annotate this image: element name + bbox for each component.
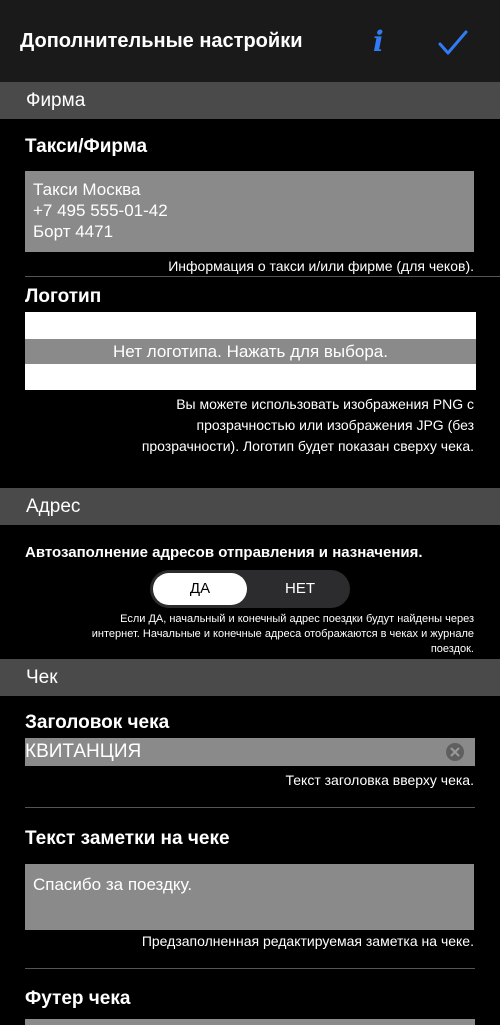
address-autofill-toggle[interactable] (150, 570, 350, 608)
receipt-note-hint: Предзаполненная редактируемая заметка на чеке. (141, 933, 474, 949)
divider (25, 276, 500, 277)
info-button[interactable]: i (373, 25, 384, 58)
checkmark-icon[interactable] (437, 29, 469, 57)
receipt-title-label: Заголовок чека (25, 712, 170, 733)
clear-icon[interactable] (446, 743, 464, 761)
navigation-bar (0, 0, 500, 82)
firm-info-line: Такси Москва (33, 180, 141, 199)
firm-info-textarea[interactable] (25, 171, 474, 252)
firm-hint: Информация о такси и/или фирме (для чеков). (168, 258, 474, 274)
firm-info-line: Борт 4471 (33, 222, 114, 241)
firm-info-line: +7 495 555-01-42 (33, 201, 168, 220)
logo-hint-line: прозрачностью или изображения JPG (без (196, 417, 474, 433)
receipt-note-textarea[interactable]: Спасибо за поездку. (25, 864, 474, 930)
section-header-receipt: Чек (0, 659, 500, 696)
section-header-firm: Фирма (0, 82, 500, 119)
firm-label: Такси/Фирма (25, 136, 148, 157)
page-title: Дополнительные настройки (20, 30, 303, 52)
logo-hint (142, 394, 474, 457)
receipt-footer-label: Футер чека (25, 988, 131, 1009)
divider (25, 807, 475, 808)
address-hint-line: поездок. (430, 643, 474, 655)
logo-hint-line: прозрачности). Логотип будет показан сверху чека. (141, 438, 474, 454)
receipt-title-input[interactable]: КВИТАНЦИЯ (25, 738, 475, 766)
autofill-no-option[interactable]: НЕТ (285, 580, 315, 597)
section-header-address: Адрес (0, 488, 500, 525)
logo-preview[interactable] (25, 312, 476, 390)
address-autofill-label: Автозаполнение адресов отправления и назначения. (25, 544, 423, 561)
autofill-yes-option[interactable]: ДА (153, 573, 247, 605)
logo-label: Логотип (25, 286, 102, 307)
address-hint-line: интернет. Начальные и конечные адреса отображаются в чеках и журнале (91, 628, 474, 640)
logo-hint-line: Вы можете использовать изображения PNG с (176, 396, 474, 412)
receipt-footer-textarea[interactable] (25, 1019, 475, 1025)
address-hint-line: Если ДА, начальный и конечный адрес поездки будут найдены через (120, 613, 474, 625)
address-hint (92, 612, 474, 657)
choose-logo-button[interactable]: Нет логотипа. Нажать для выбора. (25, 339, 476, 364)
receipt-title-hint: Текст заголовка вверху чека. (285, 772, 474, 788)
receipt-note-label: Текст заметки на чеке (25, 828, 230, 849)
divider (25, 968, 475, 969)
